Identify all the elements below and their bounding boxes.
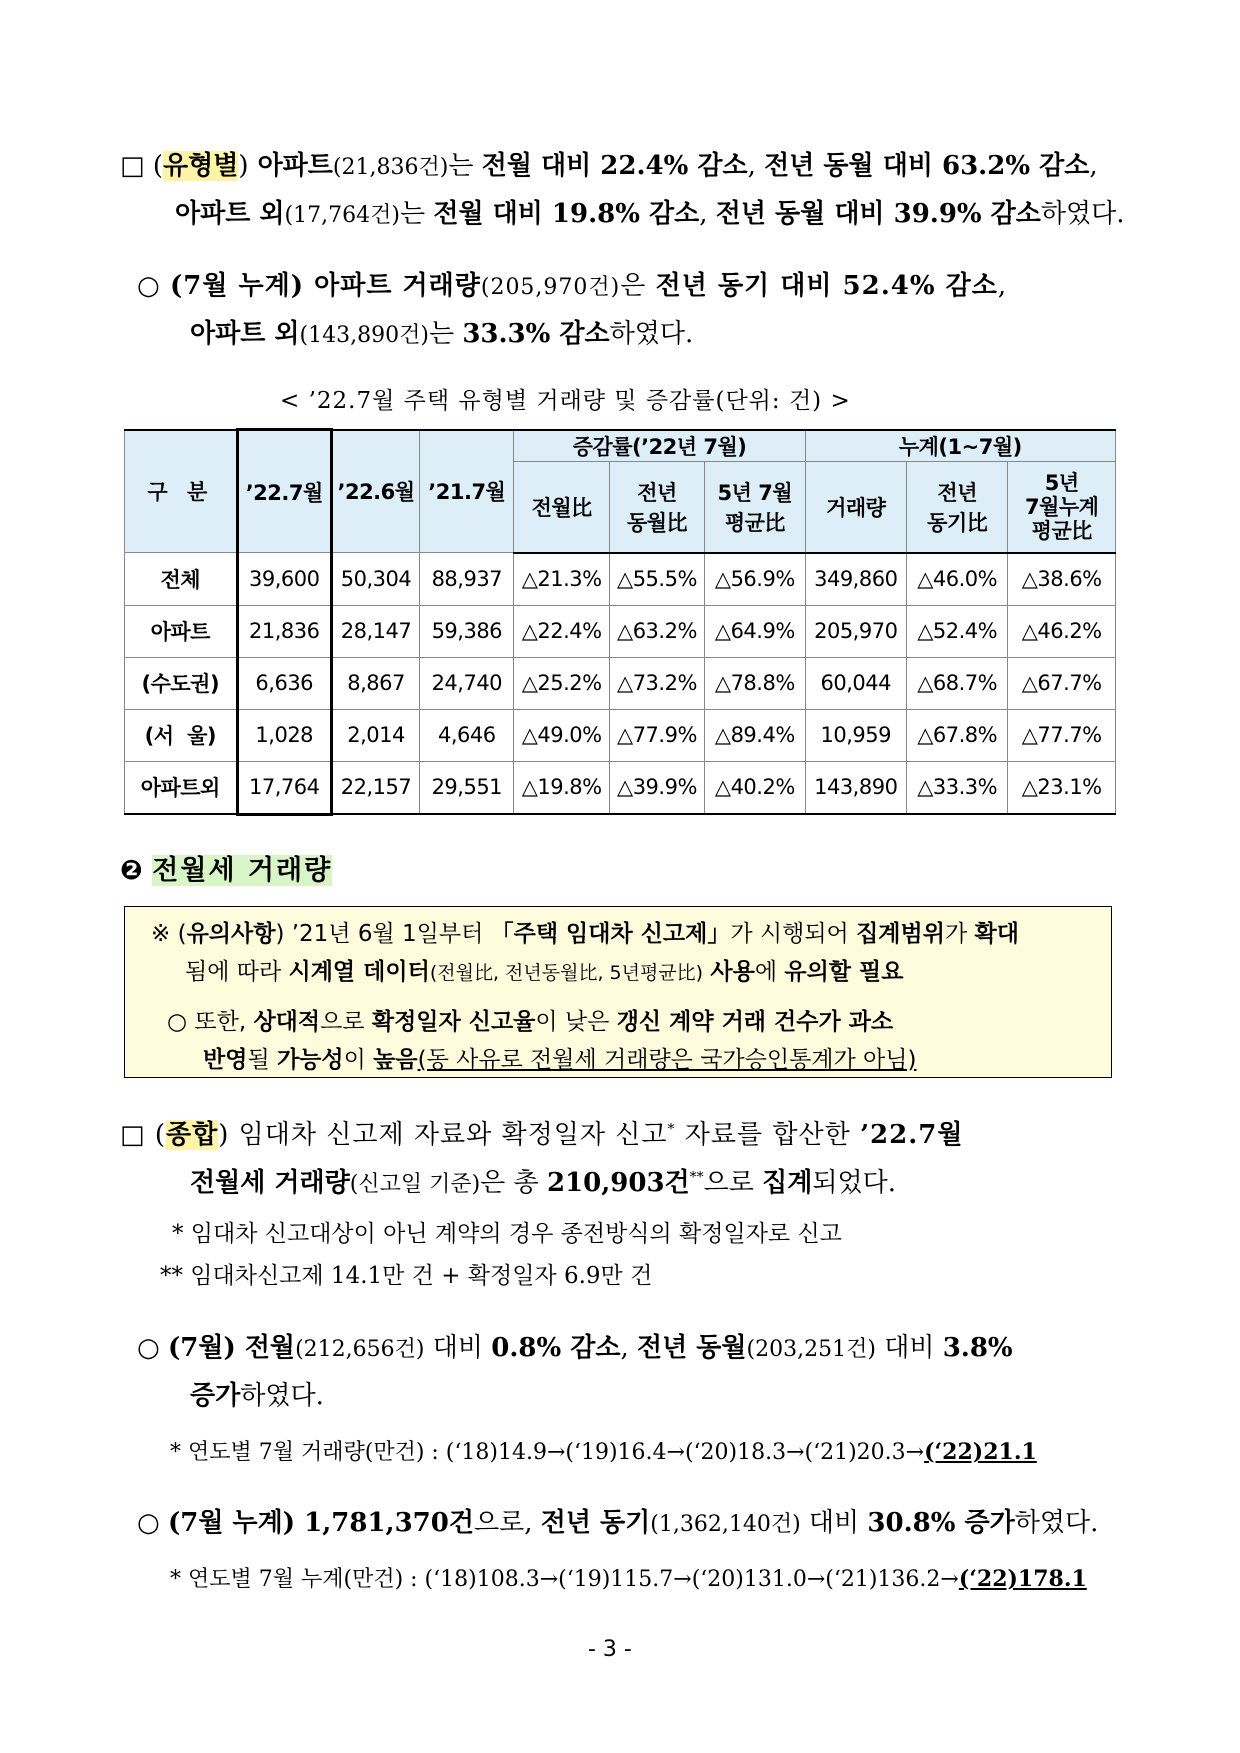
table-cell: 4,646 bbox=[420, 709, 514, 761]
header-cum-5yr-avg: 5년 7월누계 평균比 bbox=[1008, 461, 1116, 553]
note-line2: 됨에 따라 시계열 데이터(전월比, 전년동월比, 5년평균比) 사용에 유의할 필요 bbox=[185, 959, 904, 985]
table-cell: 22,157 bbox=[331, 761, 419, 814]
table-cell: 10,959 bbox=[805, 709, 906, 761]
table-cell: △19.8% bbox=[514, 761, 609, 814]
para3-line2: 전월세 거래량(신고일 기준)은 총 210,903건**으로 집계되었다. bbox=[190, 1168, 897, 1198]
table-cell: △67.8% bbox=[906, 709, 1007, 761]
table-cell: 28,147 bbox=[331, 605, 419, 657]
table-cell: △25.2% bbox=[514, 657, 609, 709]
header-cum-yoy: 전년 동기比 bbox=[906, 461, 1007, 553]
header-gubun: 구 분 bbox=[125, 430, 238, 553]
table-body bbox=[125, 553, 1116, 815]
table-cell: △55.5% bbox=[609, 553, 704, 606]
table-cell: 17,764 bbox=[237, 761, 331, 814]
table-cell: 21,836 bbox=[237, 605, 331, 657]
table-cell: 39,600 bbox=[237, 553, 331, 606]
para4-line2: 증가하였다. bbox=[190, 1381, 324, 1411]
section-number: ❷ bbox=[120, 855, 143, 886]
table-cell: △40.2% bbox=[705, 761, 805, 814]
table-cell: 205,970 bbox=[805, 605, 906, 657]
table-cell: 88,937 bbox=[420, 553, 514, 606]
header-2207: ’22.7월 bbox=[237, 430, 331, 553]
caution-notice-box bbox=[124, 906, 1112, 1078]
row-header: 아파트외 bbox=[125, 761, 238, 814]
para4-line1: ○ (7월) 전월(212,656건) 대비 0.8% 감소, 전년 동월(203,251건) 대비 3.8% bbox=[137, 1333, 1013, 1363]
row-header: (수도권) bbox=[125, 657, 238, 709]
table-cell: △39.9% bbox=[609, 761, 704, 814]
table-cell: △64.9% bbox=[705, 605, 805, 657]
table-cell: △49.0% bbox=[514, 709, 609, 761]
table-cell: △21.3% bbox=[514, 553, 609, 606]
category-tag-summary: 종합 bbox=[166, 1120, 219, 1150]
para5-line1: ○ (7월 누계) 1,781,370건으로, 전년 동기(1,362,140건) 대비 30.8% 증가하였다. bbox=[137, 1508, 1099, 1538]
header-mom: 전월比 bbox=[514, 461, 609, 553]
row-header: (서 울) bbox=[125, 709, 238, 761]
header-5yr-avg: 5년 7월 평균比 bbox=[705, 461, 805, 553]
table-caption: < ’22.7월 주택 유형별 거래량 및 증감률(단위: 건) > bbox=[280, 388, 851, 414]
table-cell: △33.3% bbox=[906, 761, 1007, 814]
table-cell: 59,386 bbox=[420, 605, 514, 657]
table-cell: △46.0% bbox=[906, 553, 1007, 606]
housing-transactions-table bbox=[124, 428, 1116, 816]
table-cell: △73.2% bbox=[609, 657, 704, 709]
table-cell: △38.6% bbox=[1008, 553, 1116, 606]
table-cell: △67.7% bbox=[1008, 657, 1116, 709]
table-row bbox=[125, 553, 1116, 606]
table-cell: △77.9% bbox=[609, 709, 704, 761]
footnote-1: * 임대차 신고대상이 아닌 계약의 경우 종전방식의 확정일자로 신고 bbox=[172, 1221, 842, 1247]
row-header: 아파트 bbox=[125, 605, 238, 657]
table-cell: 50,304 bbox=[331, 553, 419, 606]
footnote-2: ** 임대차신고제 14.1만 건 + 확정일자 6.9만 건 bbox=[160, 1263, 653, 1289]
header-cum-volume: 거래량 bbox=[805, 461, 906, 553]
header-2107: ’21.7월 bbox=[420, 430, 514, 553]
table-cell: 349,860 bbox=[805, 553, 906, 606]
table-cell: 6,636 bbox=[237, 657, 331, 709]
table-cell: △56.9% bbox=[705, 553, 805, 606]
table-cell: 29,551 bbox=[420, 761, 514, 814]
table-cell: △46.2% bbox=[1008, 605, 1116, 657]
table-cell: 24,740 bbox=[420, 657, 514, 709]
table-row bbox=[125, 657, 1116, 709]
para1-line2: 아파트 외(17,764건)는 전월 대비 19.8% 감소, 전년 동월 대비 39.9% 감소하였다. bbox=[175, 199, 1125, 229]
table-cell: 8,867 bbox=[331, 657, 419, 709]
footnote-cumulative: * 연도별 7월 누계(만건) : (‘18)108.3→(‘19)115.7→(‘20)131.0→(‘21)136.2→(‘22)178.1 bbox=[170, 1566, 1087, 1592]
table-cell: △63.2% bbox=[609, 605, 704, 657]
table-cell: △68.7% bbox=[906, 657, 1007, 709]
header-cum-group: 누계(1~7월) bbox=[805, 430, 1115, 462]
para2-line2: 아파트 외(143,890건)는 33.3% 감소하였다. bbox=[190, 319, 694, 349]
header-yoy: 전년 동월比 bbox=[609, 461, 704, 553]
header-2206: ’22.6월 bbox=[331, 430, 419, 553]
table-cell: △78.8% bbox=[705, 657, 805, 709]
table-row bbox=[125, 761, 1116, 814]
table-cell: △22.4% bbox=[514, 605, 609, 657]
section-title: 전월세 거래량 bbox=[152, 855, 333, 886]
table-cell: 60,044 bbox=[805, 657, 906, 709]
page-number: - 3 - bbox=[588, 1637, 632, 1662]
table-cell: 2,014 bbox=[331, 709, 419, 761]
table-row bbox=[125, 709, 1116, 761]
table-cell: △23.1% bbox=[1008, 761, 1116, 814]
note-line1: ※ (유의사항) ’21년 6월 1일부터 「주택 임대차 신고제」가 시행되어 집계범위가 확대 bbox=[151, 921, 1019, 947]
note-line3: ○ 또한, 상대적으로 확정일자 신고율이 낮은 갱신 계약 거래 건수가 과소 bbox=[167, 1009, 894, 1035]
footnote-monthly: * 연도별 7월 거래량(만건) : (‘18)14.9→(‘19)16.4→(‘20)18.3→(‘21)20.3→(‘22)21.1 bbox=[170, 1439, 1037, 1465]
note-line4: 반영될 가능성이 높음(동 사유로 전월세 거래량은 국가승인통계가 아님) bbox=[203, 1047, 917, 1073]
table-cell: △77.7% bbox=[1008, 709, 1116, 761]
row-header: 전체 bbox=[125, 553, 238, 606]
section2-heading bbox=[120, 848, 332, 887]
table-row bbox=[125, 605, 1116, 657]
category-tag: 유형별 bbox=[163, 151, 239, 181]
para2-line1: ○ (7월 누계) 아파트 거래량(205,970건)은 전년 동기 대비 52.4% 감소, bbox=[137, 271, 1008, 301]
table-cell: △89.4% bbox=[705, 709, 805, 761]
para3-line1: □ (종합) 임대차 신고제 자료와 확정일자 신고* 자료를 합산한 ’22.7월 bbox=[120, 1120, 964, 1150]
table-cell: △52.4% bbox=[906, 605, 1007, 657]
header-rate-group: 증감률(’22년 7월) bbox=[514, 430, 805, 462]
table-cell: 1,028 bbox=[237, 709, 331, 761]
table-cell: 143,890 bbox=[805, 761, 906, 814]
para1-line1: □ (유형별) 아파트(21,836건)는 전월 대비 22.4% 감소, 전년 동월 대비 63.2% 감소, bbox=[120, 151, 1098, 181]
